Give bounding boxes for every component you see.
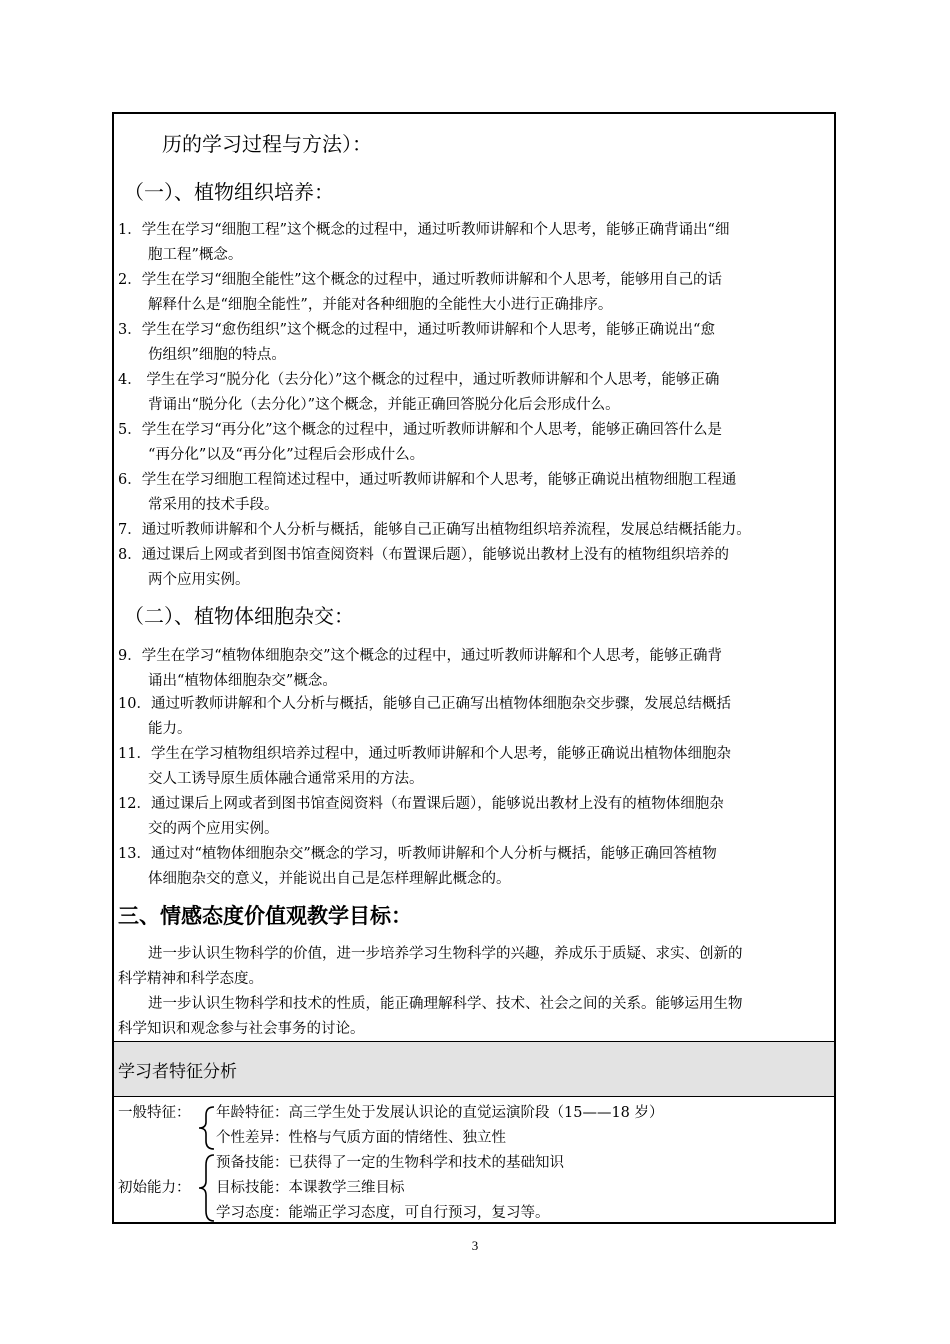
objectives-cell bbox=[114, 114, 834, 1041]
objective-item bbox=[118, 742, 832, 792]
objective-item bbox=[118, 792, 832, 842]
line-2: 体细胞杂交的意义，并能说出自己是怎样理解此概念的。 bbox=[148, 871, 511, 887]
line-2: 背诵出“脱分化（去分化）”这个概念，并能正确回答脱分化后会形成什么。 bbox=[148, 397, 620, 413]
objective-item bbox=[118, 268, 832, 318]
lesson-plan-table bbox=[112, 112, 836, 1224]
general-traits-brace bbox=[196, 1105, 218, 1151]
line-2: 两个应用实例。 bbox=[148, 572, 250, 588]
intro-line: 历的学习过程与方法）： bbox=[162, 132, 372, 156]
prerequisite-skills: 预备技能：已获得了一定的生物科学和技术的基础知识 bbox=[216, 1155, 564, 1171]
section-heading-tissue-culture: （一）、植物组织培养： bbox=[124, 180, 334, 204]
personality-differences: 个性差异：性格与气质方面的情绪性、独立性 bbox=[216, 1130, 506, 1146]
general-traits-label: 一般特征： bbox=[118, 1105, 191, 1121]
line-2: 解释什么是“细胞全能性”，并能对各种细胞的全能性大小进行正确排序。 bbox=[148, 297, 613, 313]
target-skills: 目标技能：本课教学三维目标 bbox=[216, 1180, 405, 1196]
objective-item bbox=[118, 368, 832, 418]
goal-paragraph bbox=[118, 942, 832, 992]
line-1: 10．通过听教师讲解和个人分析与概括，能够自己正确写出植物体细胞杂交步骤，发展总结概括 bbox=[118, 696, 731, 712]
section-heading-affective-goals: 三、情感态度价值观教学目标： bbox=[118, 903, 412, 928]
line-1: 1．学生在学习“细胞工程”这个概念的过程中，通过听教师讲解和个人思考，能够正确背诵出“细 bbox=[118, 222, 730, 238]
objective-item bbox=[118, 218, 832, 268]
section-heading-cell-hybridization: （二）、植物体细胞杂交： bbox=[124, 604, 354, 628]
objective-item bbox=[118, 418, 832, 468]
initial-abilities-label: 初始能力： bbox=[118, 1180, 191, 1196]
objective-item bbox=[118, 318, 832, 368]
line-2: “再分化”以及“再分化”过程后会形成什么。 bbox=[148, 447, 425, 463]
line-2: 伤组织”细胞的特点。 bbox=[148, 347, 286, 363]
line-2: 科学精神和科学态度。 bbox=[118, 971, 263, 987]
line-2: 诵出“植物体细胞杂交”概念。 bbox=[148, 673, 337, 689]
line-2: 胞工程”概念。 bbox=[148, 247, 243, 263]
objective-item bbox=[118, 842, 832, 892]
line-1: 12．通过课后上网或者到图书馆查阅资料（布置课后题），能够说出教材上没有的植物体细胞杂 bbox=[118, 796, 724, 812]
line-1: 2．学生在学习“细胞全能性”这个概念的过程中，通过听教师讲解和个人思考，能够用自己的话 bbox=[118, 272, 723, 288]
line-2: 科学知识和观念参与社会事务的讨论。 bbox=[118, 1021, 365, 1037]
line-1: 6．学生在学习细胞工程简述过程中，通过听教师讲解和个人思考，能够正确说出植物细胞工程通 bbox=[118, 472, 737, 488]
page-number: 3 bbox=[471, 1238, 479, 1253]
line-1: 5．学生在学习“再分化”这个概念的过程中，通过听教师讲解和个人思考，能够正确回答什么是 bbox=[118, 422, 723, 438]
line-2: 交的两个应用实例。 bbox=[148, 821, 279, 837]
line-1: 7．通过听教师讲解和个人分析与概括，能够自己正确写出植物组织培养流程，发展总结概括能力。 bbox=[118, 522, 751, 538]
line-1: 进一步认识生物科学和技术的性质，能正确理解科学、技术、社会之间的关系。能够运用生物 bbox=[148, 996, 743, 1012]
line-1: 9．学生在学习“植物体细胞杂交”这个概念的过程中，通过听教师讲解和个人思考，能够正确背 bbox=[118, 648, 723, 664]
line-2: 交人工诱导原生质体融合通常采用的方法。 bbox=[148, 771, 424, 787]
learner-analysis-header-cell bbox=[114, 1041, 834, 1097]
line-2: 能力。 bbox=[148, 721, 192, 737]
line-2: 常采用的技术手段。 bbox=[148, 497, 279, 513]
objective-item bbox=[118, 468, 832, 518]
age-traits: 年龄特征：高三学生处于发展认识论的直觉运演阶段（15——18 岁） bbox=[216, 1105, 664, 1121]
line-1: 13．通过对“植物体细胞杂交”概念的学习，听教师讲解和个人分析与概括，能够正确回答植物 bbox=[118, 846, 717, 862]
learner-analysis-cell bbox=[114, 1097, 834, 1222]
line-1: 3．学生在学习“愈伤组织”这个概念的过程中，通过听教师讲解和个人思考，能够正确说出“愈 bbox=[118, 322, 715, 338]
line-1: 4． 学生在学习“脱分化（去分化）”这个概念的过程中，通过听教师讲解和个人思考，能够正确 bbox=[118, 372, 720, 388]
line-1: 11．学生在学习植物组织培养过程中，通过听教师讲解和个人思考，能够正确说出植物体细胞杂 bbox=[118, 746, 731, 762]
objective-item bbox=[118, 644, 832, 694]
goal-paragraph bbox=[118, 992, 832, 1042]
learning-attitude: 学习态度：能端正学习态度，可自行预习，复习等。 bbox=[216, 1205, 550, 1221]
learner-analysis-title: 学习者特征分析 bbox=[118, 1062, 237, 1082]
objective-item bbox=[118, 543, 832, 593]
objective-item bbox=[118, 692, 832, 742]
line-1: 8．通过课后上网或者到图书馆查阅资料（布置课后题），能够说出教材上没有的植物组织培养的 bbox=[118, 547, 729, 563]
objective-item bbox=[118, 518, 832, 543]
initial-abilities-brace bbox=[196, 1153, 218, 1223]
line-1: 进一步认识生物科学的价值，进一步培养学习生物科学的兴趣，养成乐于质疑、求实、创新的 bbox=[148, 946, 743, 962]
